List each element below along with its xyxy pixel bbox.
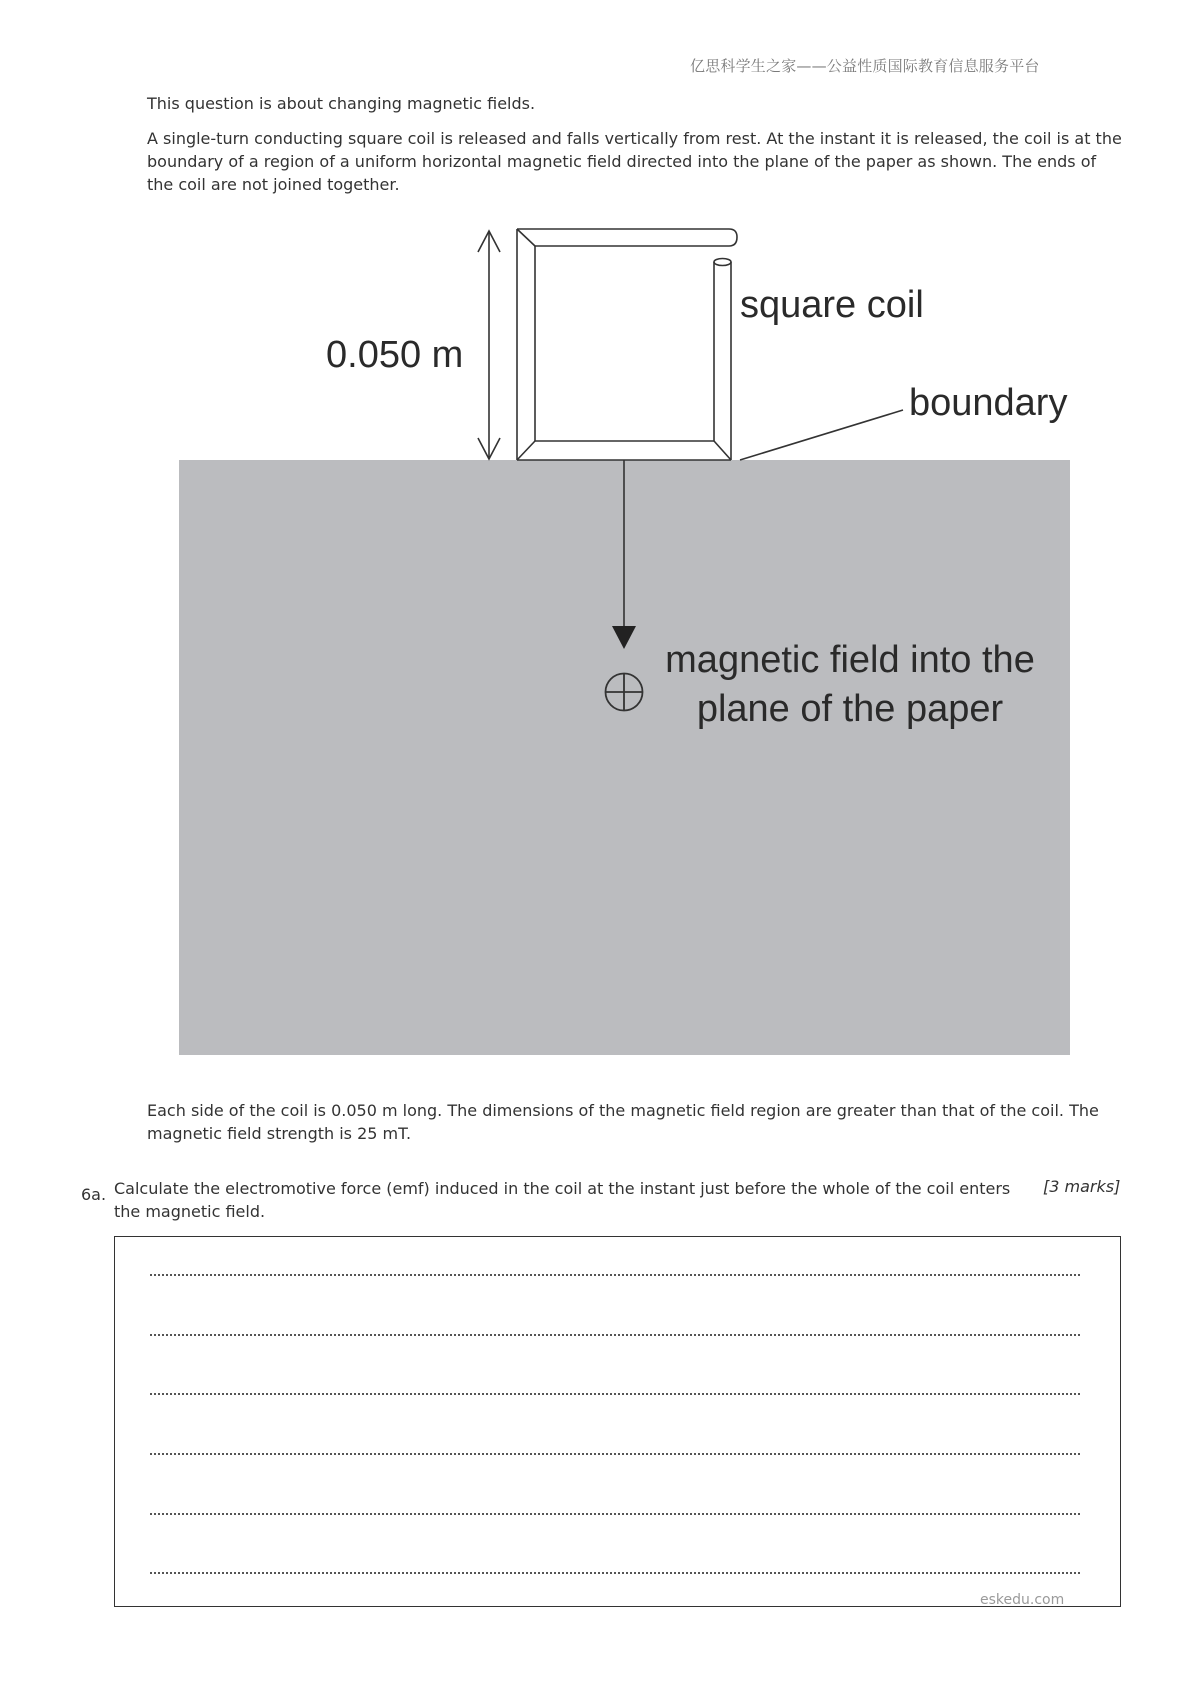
answer-line[interactable]: [150, 1453, 1080, 1455]
question-stem: A single-turn conducting square coil is released and falls vertically from rest. At the instant it is released, the coil is at the boundary of a region of a uniform horizontal magnetic field directed into the plane of the paper as shown. The ends of the coil are not joined together.: [147, 129, 1122, 194]
header-site-name: 亿思科学生之家——公益性质国际教育信息服务平台: [690, 57, 1040, 75]
question-after-diagram: Each side of the coil is 0.050 m long. The dimensions of the magnetic field region are greater than that of the coil. The magnetic field strength is 25 mT.: [147, 1101, 1099, 1143]
answer-line[interactable]: [150, 1274, 1080, 1276]
answer-box[interactable]: [114, 1236, 1121, 1607]
answer-line[interactable]: [150, 1513, 1080, 1515]
answer-line[interactable]: [150, 1334, 1080, 1336]
answer-line[interactable]: [150, 1572, 1080, 1574]
coil-label: square coil: [740, 284, 924, 326]
square-coil: [517, 229, 737, 460]
field-into-page-icon: [606, 674, 643, 711]
dimension-label: 0.050 m: [326, 334, 464, 376]
watermark: eskedu.com: [980, 1592, 1065, 1608]
boundary-label: boundary: [909, 382, 1068, 424]
part-number: 6a.: [81, 1185, 107, 1204]
dimension-arrow: [478, 231, 500, 459]
part-question-text: Calculate the electromotive force (emf) induced in the coil at the instant just before the whole of the coil enters the magnetic field.: [114, 1179, 1011, 1221]
answer-line[interactable]: [150, 1393, 1080, 1395]
boundary-pointer-line: [740, 410, 903, 460]
question-intro: This question is about changing magnetic fields.: [147, 94, 536, 113]
field-label-line1: magnetic field into the: [665, 639, 1035, 681]
field-label-line2: plane of the paper: [696, 688, 1004, 730]
part-marks: [3 marks]: [1043, 1177, 1121, 1196]
